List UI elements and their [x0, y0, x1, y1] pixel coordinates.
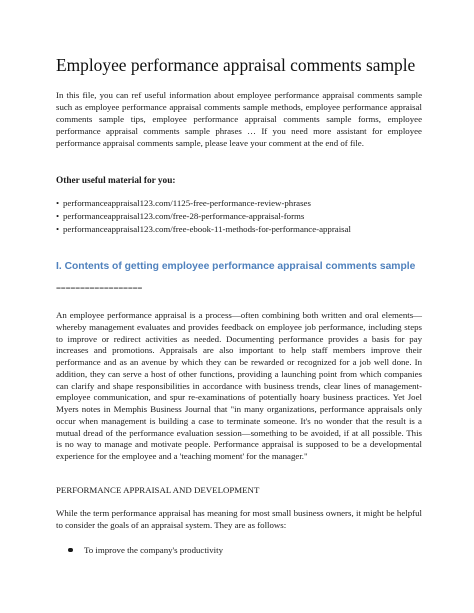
list-item[interactable]	[56, 223, 351, 236]
body-paragraph: An employee performance appraisal is a process—often combining both written and oral elements—whereby management evaluates and provides feedback on employee job performance, including steps to improve or redirect activities as needed. Documenting performance provides a basis for pay increases and promotions. Appraisals are also important to help staff members improve their performance and as an avenue by which they can be rewarded or recognized for a job well done. In addition, they can serve a host of other functions, providing a launching point from which companies can clarify and shape responsibilities in accordance with business trends, clear lines of management-employee communication, and spur re-examinations of potentially hoary business practices. Yet Joel Myers notes in Memphis Business Journal that "in many organizations, performance appraisals only occur when management is building a case to terminate someone. It's no wonder that the result is a mutual dread of the performance evaluation session—something to be avoided, if at all possible. This is no way to manage and motivate people. Performance appraisal is supposed to be a developmental experience for the employee and a 'teaching moment' for the manager."	[56, 310, 422, 461]
useful-links-list	[56, 197, 351, 237]
intro-paragraph: In this file, you can ref useful information about employee performance appraisal comments sample such as employee performance appraisal comments sample methods, employee performance appraisal comments sample tips, employee performance appraisal comments sample forms, employee performance appraisal comments sample phrases … If you need more assistant for employee performance appraisal comments sample, please leave your comment at the end of file.	[56, 90, 422, 148]
goals-list	[56, 544, 223, 556]
other-material-heading: Other useful material for you:	[56, 176, 176, 186]
goal-text: To improve the company's productivity	[84, 545, 224, 555]
section-heading: I. Contents of getting employee performance appraisal comments sample	[56, 261, 416, 272]
subsection-heading: PERFORMANCE APPRAISAL AND DEVELOPMENT	[56, 485, 260, 495]
bullet-icon	[68, 548, 73, 553]
bullet-icon: •	[56, 211, 60, 222]
separator-line: ==================	[56, 283, 143, 293]
list-item	[56, 544, 223, 556]
useful-link[interactable]: performanceappraisal123.com/free-28-performance-appraisal-forms	[63, 211, 305, 222]
goals-paragraph: While the term performance appraisal has meaning for most small business owners, it might be helpful to consider the goals of an appraisal system. They are as follows:	[56, 508, 422, 530]
bullet-icon: •	[56, 224, 60, 235]
list-item[interactable]	[56, 197, 351, 210]
useful-link[interactable]: performanceappraisal123.com/1125-free-performance-review-phrases	[63, 198, 311, 208]
list-item[interactable]	[56, 210, 351, 223]
document-title: Employee performance appraisal comments sample	[56, 55, 416, 75]
useful-link[interactable]: performanceappraisal123.com/free-ebook-11-methods-for-performance-appraisal	[63, 224, 352, 235]
bullet-icon: •	[56, 198, 60, 208]
